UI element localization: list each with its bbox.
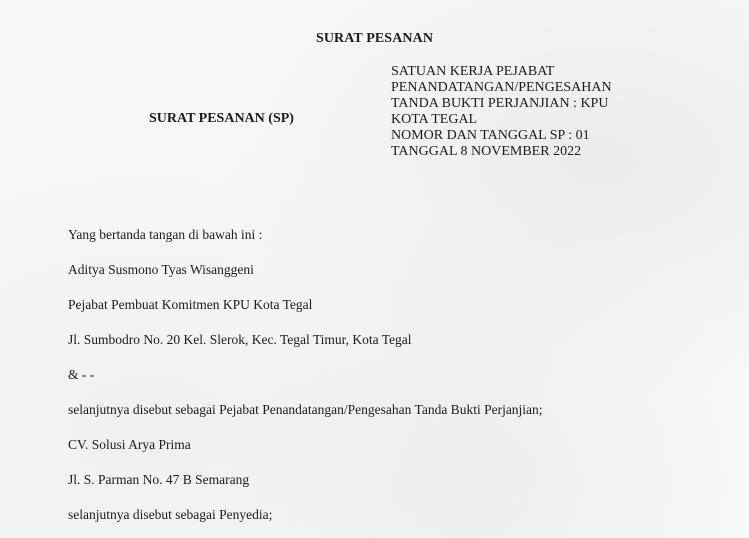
header-line-sp-number: NOMOR DAN TANGGAL SP : 01 (391, 128, 590, 143)
ampersand-line: & - - (68, 367, 95, 382)
header-line-sp-date: TANGGAL 8 NOVEMBER 2022 (391, 144, 582, 159)
provider-role-line: selanjutnya disebut sebagai Penyedia; (68, 507, 273, 522)
intro-line: Yang bertanda tangan di bawah ini : (68, 227, 263, 242)
header-line-agreement: TANDA BUKTI PERJANJIAN : KPU (391, 96, 609, 111)
official-position: Pejabat Pembuat Komitmen KPU Kota Tegal (68, 297, 313, 312)
header-line-city: KOTA TEGAL (391, 112, 478, 127)
official-name: Aditya Susmono Tyas Wisanggeni (68, 262, 254, 277)
header-line-signatory: PENANDATANGAN/PENGESAHAN (391, 80, 612, 95)
header-info-block (391, 64, 731, 160)
header-line-work-unit: SATUAN KERJA PEJABAT (391, 64, 555, 79)
official-address: Jl. Sumbodro No. 20 Kel. Slerok, Kec. Tegal Timur, Kota Tegal (68, 332, 412, 347)
official-role-line: selanjutnya disebut sebagai Pejabat Penandatangan/Pengesahan Tanda Bukti Perjanjian; (68, 402, 543, 417)
provider-address: Jl. S. Parman No. 47 B Semarang (68, 472, 250, 487)
provider-name: CV. Solusi Arya Prima (68, 437, 191, 452)
sp-heading: SURAT PESANAN (SP) (149, 111, 294, 126)
document-title: SURAT PESANAN (315, 31, 434, 46)
